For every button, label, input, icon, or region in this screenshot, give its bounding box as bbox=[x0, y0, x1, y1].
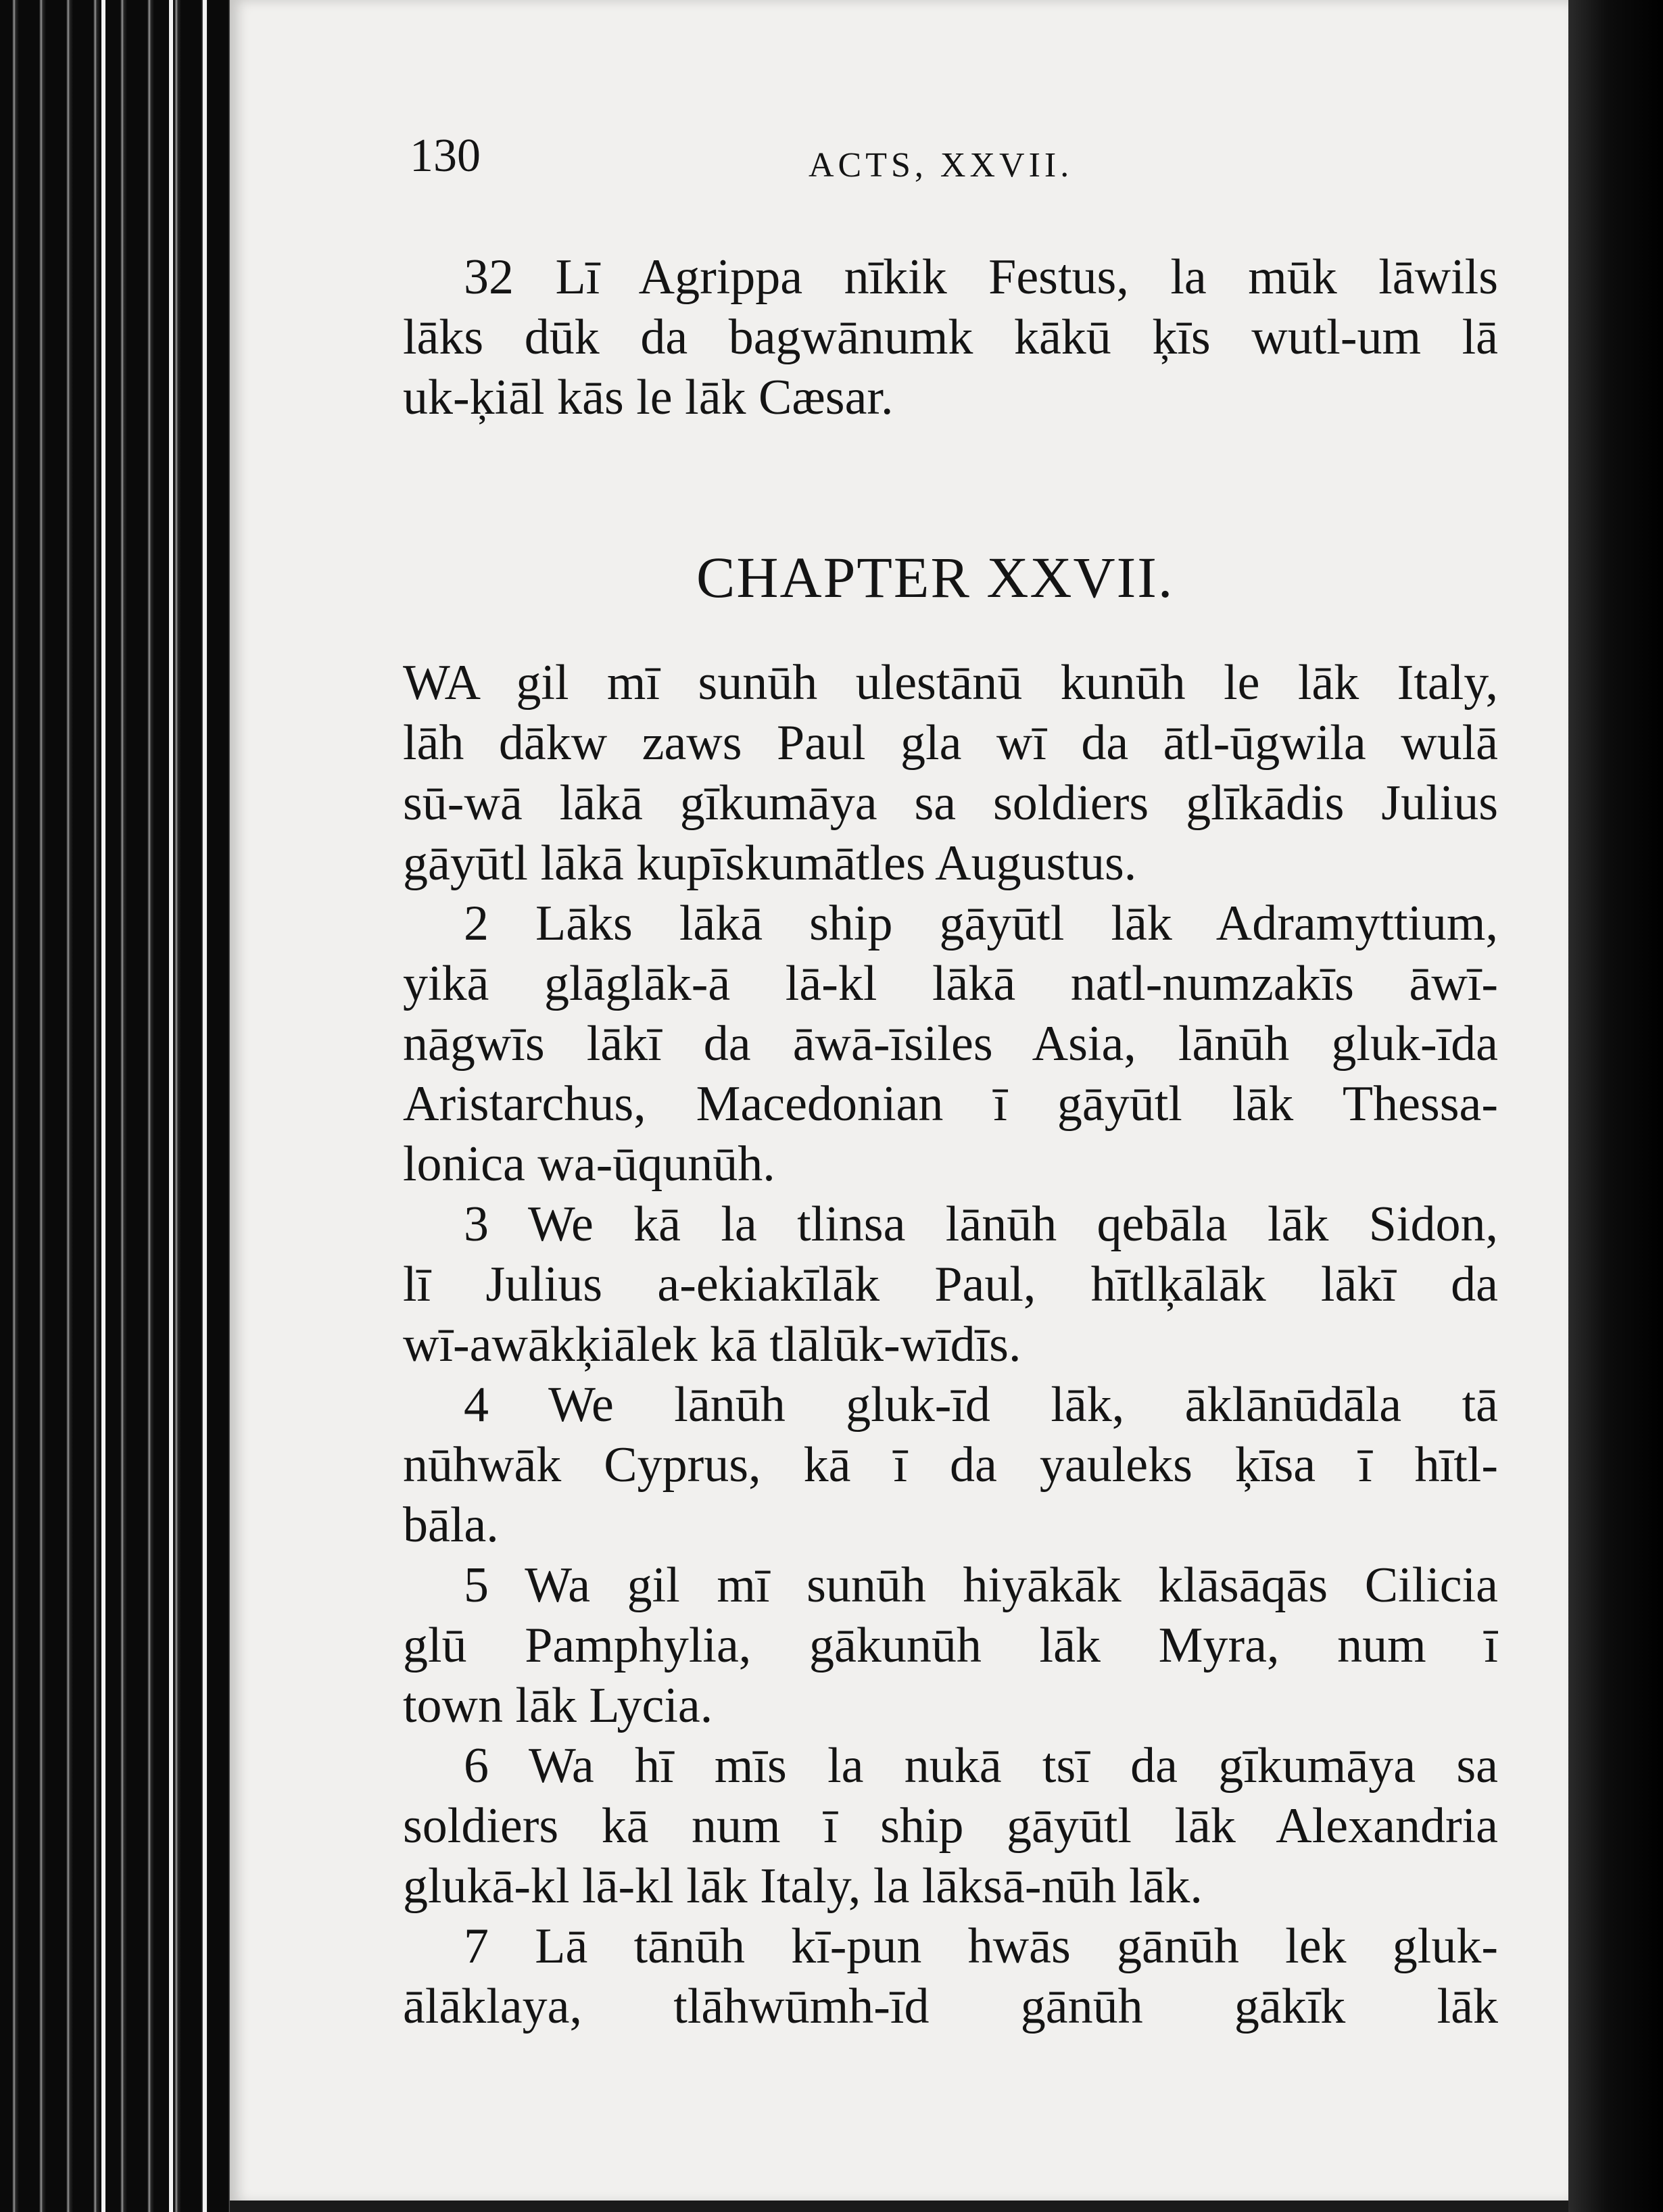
text-line: Aristarchus, Macedonian ī gāyūtl lāk Thessa- bbox=[403, 1076, 1498, 1132]
text-line: glukā-kl lā-kl lāk Italy, la lāksā-nūh lāk. bbox=[403, 1858, 1203, 1914]
page-edge-highlight bbox=[169, 0, 173, 2212]
text-line: gāyūtl lākā kupīskumātles Augustus. bbox=[403, 836, 1137, 891]
text-line: yikā glāglāk-ā lā-kl lākā natl-numzakīs āwī- bbox=[403, 956, 1498, 1011]
text-line: 2 Lāks lākā ship gāyūtl lāk Adramyttium, bbox=[464, 896, 1498, 951]
text-line: 4 We lānūh gluk-īd lāk, āklānūdāla tā bbox=[464, 1377, 1498, 1433]
text-line: 7 Lā tānūh kī-pun hwās gānūh lek gluk- bbox=[464, 1919, 1498, 1974]
text-line: nūhwāk Cyprus, kā ī da yauleks ķīsa ī hītl- bbox=[403, 1437, 1498, 1493]
text-line: 6 Wa hī mīs la nukā tsī da gīkumāya sa bbox=[464, 1738, 1498, 1794]
text-line: lāks dūk da bagwānumk kākū ķīs wutl-um lā bbox=[403, 310, 1498, 365]
text-line: wī-awākķiālek kā tlālūk-wīdīs. bbox=[403, 1317, 1021, 1372]
text-line: sū-wā lākā gīkumāya sa soldiers glīkādis Julius bbox=[403, 775, 1498, 831]
text-line: glū Pamphylia, gākunūh lāk Myra, num ī bbox=[403, 1618, 1498, 1673]
text-line: lāh dākw zaws Paul gla wī da ātl-ūgwila wulā bbox=[403, 715, 1498, 771]
page-edge-highlight bbox=[203, 0, 207, 2212]
page-edge-highlight bbox=[101, 0, 105, 2212]
page-number: 130 bbox=[410, 130, 481, 182]
text-line: soldiers kā num ī ship gāyūtl lāk Alexandria bbox=[403, 1798, 1498, 1854]
chapter-title: CHAPTER XXVII. bbox=[696, 545, 1174, 610]
text-line: lonica wa-ūqunūh. bbox=[403, 1136, 775, 1192]
text-line: WA gil mī sunūh ulestānū kunūh le lāk Italy, bbox=[403, 655, 1498, 711]
gutter-shadow bbox=[1568, 0, 1663, 2212]
running-title: ACTS, XXVII. bbox=[809, 146, 1074, 185]
text-line: 3 We kā la tlinsa lānūh qebāla lāk Sidon, bbox=[464, 1197, 1498, 1252]
text-line: uk-ķiāl kās le lāk Cæsar. bbox=[403, 370, 894, 425]
text-line: ālāklaya, tlāhwūmh-īd gānūh gākīk lāk bbox=[403, 1979, 1498, 2034]
text-line: nāgwīs lākī da āwā-īsiles Asia, lānūh gluk-īda bbox=[403, 1016, 1498, 1072]
text-line: bāla. bbox=[403, 1497, 499, 1553]
bottom-edge bbox=[230, 2201, 1568, 2212]
page-edges bbox=[0, 0, 230, 2212]
text-line: 32 Lī Agrippa nīkik Festus, la mūk lāwils bbox=[464, 249, 1498, 305]
text-line: 5 Wa gil mī sunūh hiyākāk klāsāqās Cilicia bbox=[464, 1558, 1498, 1613]
text-line: lī Julius a-ekiakīlāk Paul, hītlķālāk lākī da bbox=[403, 1257, 1498, 1312]
text-line: town lāk Lycia. bbox=[403, 1678, 713, 1733]
